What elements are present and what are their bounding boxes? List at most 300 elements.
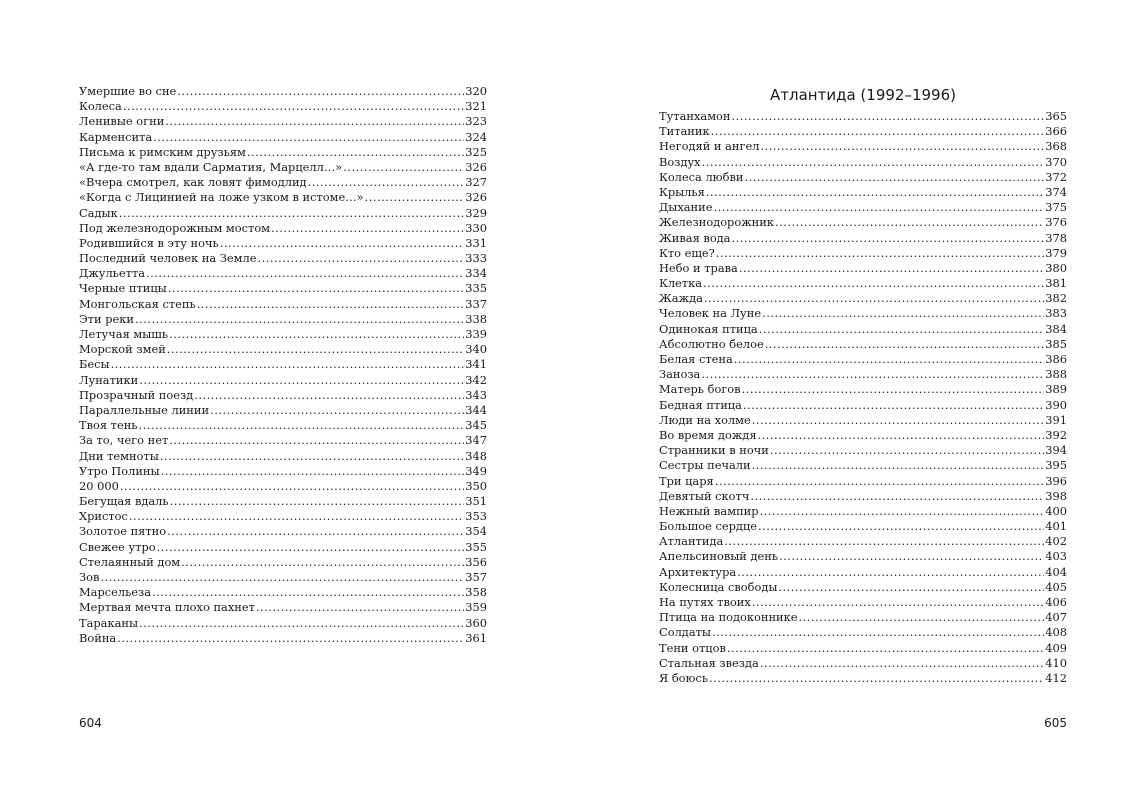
toc-entry-page: 382 xyxy=(1045,291,1067,306)
toc-entry xyxy=(659,398,1067,413)
toc-entry-page: 355 xyxy=(465,539,487,554)
toc-entry xyxy=(79,509,487,524)
toc-dot-leader xyxy=(139,418,465,433)
toc-dot-leader xyxy=(343,160,464,175)
toc-entry-page: 380 xyxy=(1045,260,1067,275)
toc-entry-title: Белая стена xyxy=(659,352,733,366)
toc-entry-page: 344 xyxy=(465,402,487,417)
toc-dot-leader xyxy=(703,276,1044,291)
toc-entry xyxy=(79,190,487,205)
toc-entry-title: Христос xyxy=(79,509,128,524)
toc-entry-title: Птица на подоконнике xyxy=(659,610,798,625)
toc-entry-title: Война xyxy=(79,630,117,645)
toc-dot-leader xyxy=(111,357,465,372)
toc-entry-page: 327 xyxy=(465,175,487,190)
toc-entry-title: Джульетта xyxy=(79,266,146,281)
toc-entry xyxy=(659,382,1067,397)
toc-entry-title: Свежее утро xyxy=(79,539,156,554)
toc-dot-leader xyxy=(706,185,1044,200)
toc-entry-page: 375 xyxy=(1045,200,1067,215)
toc-entry-page: 391 xyxy=(1045,412,1067,427)
toc-entry-page: 348 xyxy=(465,448,487,463)
toc-entry-page: 412 xyxy=(1045,670,1067,685)
toc-dot-leader xyxy=(734,352,1045,367)
toc-dot-leader xyxy=(167,524,464,539)
toc-entry-page: 389 xyxy=(1045,382,1067,397)
toc-entry xyxy=(79,570,487,585)
toc-entry-page: 357 xyxy=(465,570,487,584)
toc-entry-page: 398 xyxy=(1045,488,1067,503)
toc-entry-page: 405 xyxy=(1045,579,1067,594)
toc-entry-title: Три царя xyxy=(659,473,714,488)
toc-dot-leader xyxy=(167,342,464,357)
toc-entry xyxy=(79,449,487,464)
toc-entry xyxy=(659,306,1067,321)
toc-dot-leader xyxy=(308,175,465,190)
toc-entry-title: Архитектура xyxy=(659,564,737,579)
toc-entry-page: 356 xyxy=(465,554,487,569)
toc-entry xyxy=(79,524,487,539)
toc-entry-title: Ленивые огни xyxy=(79,114,165,129)
toc-dot-leader xyxy=(220,236,465,251)
toc-entry xyxy=(659,413,1067,428)
toc-entry xyxy=(79,555,487,570)
toc-entry-title: «А где-то там вдали Сарматия, Марцелл…» xyxy=(79,159,343,174)
toc-entry xyxy=(79,84,487,99)
toc-entry-page: 342 xyxy=(465,372,487,387)
toc-entry-page: 407 xyxy=(1045,610,1067,625)
toc-entry xyxy=(79,357,487,372)
toc-entry-page: 353 xyxy=(465,509,487,524)
toc-entry xyxy=(659,170,1067,185)
toc-entry-page: 341 xyxy=(465,357,487,372)
toc-entry xyxy=(659,671,1067,686)
toc-entry-page: 330 xyxy=(465,220,487,235)
toc-entry xyxy=(79,494,487,509)
toc-entry-title: Матерь богов xyxy=(659,382,741,397)
toc-entry-page: 394 xyxy=(1045,443,1067,458)
toc-entry-title: Жажда xyxy=(659,291,703,306)
toc-entry xyxy=(79,281,487,296)
toc-entry-page: 354 xyxy=(465,524,487,539)
toc-entry-title: Параллельные линии xyxy=(79,402,210,417)
toc-entry-title: «Когда с Лицинией на ложе узком в истоме…» xyxy=(79,190,364,205)
toc-entry-page: 403 xyxy=(1045,549,1067,564)
toc-entry-page: 390 xyxy=(1045,397,1067,412)
toc-entry-title: Марсельеза xyxy=(79,585,152,600)
toc-entry-title: Прозрачный поезд xyxy=(79,387,194,402)
toc-entry xyxy=(79,266,487,281)
toc-entry xyxy=(659,595,1067,610)
toc-entry-title: Бедная птица xyxy=(659,397,742,412)
toc-dot-leader xyxy=(120,479,464,494)
toc-entry-title: Колесница свободы xyxy=(659,579,778,594)
toc-dot-leader xyxy=(177,84,464,99)
toc-entry-title: Тени отцов xyxy=(659,640,726,655)
toc-dot-leader xyxy=(715,474,1045,489)
toc-entry xyxy=(659,549,1067,564)
toc-entry xyxy=(659,504,1067,519)
toc-entry-title: Дыхание xyxy=(659,200,713,215)
toc-entry-title: Одинокая птица xyxy=(659,321,758,336)
toc-dot-leader xyxy=(709,671,1044,686)
toc-entry-title: Мертвая мечта плохо пахнет xyxy=(79,600,255,615)
toc-entry-page: 343 xyxy=(465,387,487,402)
toc-entry xyxy=(659,261,1067,276)
toc-entry xyxy=(79,600,487,615)
toc-entry xyxy=(79,160,487,175)
toc-entry-page: 376 xyxy=(1045,215,1067,230)
toc-entry-title: Кто еще? xyxy=(659,245,715,260)
toc-entry xyxy=(79,585,487,600)
toc-dot-leader xyxy=(165,114,464,129)
toc-dot-leader xyxy=(135,312,464,327)
toc-entry-title: Черные птицы xyxy=(79,281,167,296)
toc-entry-title: Монгольская степь xyxy=(79,296,196,311)
toc-entry-page: 349 xyxy=(465,463,487,478)
toc-entry-title: Бесы xyxy=(79,357,110,372)
toc-entry xyxy=(79,130,487,145)
toc-entry-page: 378 xyxy=(1045,230,1067,245)
toc-entry-page: 359 xyxy=(465,600,487,615)
toc-entry xyxy=(659,580,1067,595)
toc-entry xyxy=(79,418,487,433)
toc-entry-page: 361 xyxy=(465,630,487,645)
toc-entry-title: Родившийся в эту ночь xyxy=(79,235,219,250)
toc-entry xyxy=(659,656,1067,671)
toc-dot-leader xyxy=(752,413,1044,428)
toc-entry-title: Атлантида xyxy=(659,534,724,549)
toc-dot-leader xyxy=(168,281,465,296)
toc-entry xyxy=(659,139,1067,154)
toc-entry-title: Бегущая вдаль xyxy=(79,494,169,509)
toc-entry-title: Железнодорожник xyxy=(659,215,774,230)
toc-dot-leader xyxy=(712,625,1044,640)
toc-dot-leader xyxy=(737,565,1044,580)
toc-entry xyxy=(79,540,487,555)
toc-entry-title: Девятый скотч xyxy=(659,488,750,503)
toc-entry-title: Морской змей xyxy=(79,342,166,357)
toc-entry-title: Садык xyxy=(79,205,118,220)
toc-entry xyxy=(659,352,1067,367)
toc-dot-leader xyxy=(713,200,1044,215)
toc-dot-leader xyxy=(139,373,464,388)
toc-entry xyxy=(79,114,487,129)
toc-entry xyxy=(659,231,1067,246)
toc-entry-page: 323 xyxy=(465,114,487,129)
toc-entry-page: 385 xyxy=(1045,336,1067,351)
toc-entry-title: Под железнодорожным мостом xyxy=(79,220,271,235)
toc-entry xyxy=(79,631,487,646)
toc-entry-page: 329 xyxy=(465,205,487,220)
toc-entry-page: 331 xyxy=(465,235,487,250)
toc-entry-page: 379 xyxy=(1045,245,1067,260)
toc-entry xyxy=(79,206,487,221)
toc-entry-page: 370 xyxy=(1045,154,1067,169)
toc-dot-leader xyxy=(129,509,464,524)
toc-entry xyxy=(659,155,1067,170)
toc-entry-page: 360 xyxy=(465,615,487,630)
toc-dot-leader xyxy=(247,145,464,160)
toc-entry-page: 386 xyxy=(1045,352,1067,366)
toc-entry-page: 347 xyxy=(465,433,487,448)
toc-entry xyxy=(659,428,1067,443)
toc-dot-leader xyxy=(758,428,1045,443)
toc-list-right xyxy=(659,109,1067,686)
toc-entry-title: Стальная звезда xyxy=(659,655,759,670)
toc-entry-page: 366 xyxy=(1045,124,1067,139)
toc-entry-page: 396 xyxy=(1045,473,1067,488)
toc-entry-title: Я боюсь xyxy=(659,670,709,685)
toc-entry-title: Во время дождя xyxy=(659,427,757,442)
toc-dot-leader xyxy=(732,109,1045,124)
toc-entry xyxy=(659,474,1067,489)
toc-entry-title: Умершие во сне xyxy=(79,84,177,98)
toc-entry-title: Заноза xyxy=(659,367,701,382)
toc-dot-leader xyxy=(152,585,464,600)
toc-entry-page: 381 xyxy=(1045,276,1067,291)
toc-entry xyxy=(79,373,487,388)
toc-entry-page: 400 xyxy=(1045,503,1067,518)
toc-entry-title: Последний человек на Земле xyxy=(79,251,257,266)
toc-dot-leader xyxy=(731,231,1044,246)
page-number-left: 604 xyxy=(79,716,102,730)
toc-entry xyxy=(659,625,1067,640)
toc-entry-page: 358 xyxy=(465,585,487,600)
toc-entry xyxy=(79,403,487,418)
toc-entry-title: Карменсита xyxy=(79,129,153,144)
toc-entry xyxy=(659,200,1067,215)
toc-entry-title: Воздух xyxy=(659,154,701,169)
toc-entry-title: Тараканы xyxy=(79,615,139,630)
toc-entry xyxy=(659,291,1067,306)
toc-dot-leader xyxy=(778,580,1044,595)
toc-dot-leader xyxy=(743,398,1044,413)
toc-entry-title: Летучая мышь xyxy=(79,327,169,341)
toc-dot-leader xyxy=(752,458,1045,473)
toc-entry-page: 392 xyxy=(1045,427,1067,442)
toc-dot-leader xyxy=(160,449,464,464)
toc-entry-page: 395 xyxy=(1045,458,1067,473)
toc-entry-page: 383 xyxy=(1045,306,1067,321)
toc-entry-title: Лунатики xyxy=(79,372,139,387)
toc-entry-page: 404 xyxy=(1045,564,1067,579)
toc-dot-leader xyxy=(258,251,465,266)
toc-dot-leader xyxy=(779,549,1044,564)
toc-entry-page: 408 xyxy=(1045,625,1067,640)
toc-dot-leader xyxy=(170,494,465,509)
toc-entry xyxy=(659,322,1067,337)
toc-entry xyxy=(659,337,1067,352)
toc-entry-title: «Вчера смотрел, как ловят фимодлид xyxy=(79,175,307,190)
toc-entry-title: Зов xyxy=(79,570,100,584)
toc-entry-title: Небо и трава xyxy=(659,260,738,275)
toc-entry-page: 401 xyxy=(1045,519,1067,534)
toc-entry-title: Клетка xyxy=(659,276,703,291)
toc-dot-leader xyxy=(765,337,1045,352)
toc-dot-leader xyxy=(210,403,464,418)
toc-entry-page: 340 xyxy=(465,342,487,357)
toc-entry xyxy=(79,175,487,190)
toc-dot-leader xyxy=(742,382,1045,397)
toc-entry xyxy=(659,109,1067,124)
toc-entry-title: Люди на холме xyxy=(659,412,751,427)
toc-dot-leader xyxy=(194,388,464,403)
toc-entry xyxy=(79,479,487,494)
toc-entry-page: 402 xyxy=(1045,534,1067,549)
right-page xyxy=(572,0,1144,800)
toc-entry-title: Сестры печали xyxy=(659,458,751,473)
toc-entry-page: 337 xyxy=(465,296,487,311)
toc-entry xyxy=(79,145,487,160)
toc-entry-title: Большое сердце xyxy=(659,519,757,534)
toc-entry xyxy=(79,297,487,312)
toc-dot-leader xyxy=(702,155,1045,170)
toc-dot-leader xyxy=(701,367,1044,382)
toc-entry xyxy=(659,246,1067,261)
toc-entry-page: 324 xyxy=(465,129,487,144)
toc-dot-leader xyxy=(760,139,1044,154)
toc-entry xyxy=(659,215,1067,230)
toc-list-left xyxy=(79,84,487,646)
toc-entry xyxy=(79,251,487,266)
toc-entry xyxy=(79,388,487,403)
toc-entry-page: 410 xyxy=(1045,655,1067,670)
toc-entry-page: 351 xyxy=(465,494,487,509)
toc-dot-leader xyxy=(750,489,1044,504)
toc-entry-title: Колеса любви xyxy=(659,169,744,184)
toc-entry xyxy=(659,519,1067,534)
toc-entry xyxy=(659,276,1067,291)
toc-entry-title: Негодяй и ангел xyxy=(659,139,760,154)
toc-entry xyxy=(79,464,487,479)
toc-dot-leader xyxy=(739,261,1044,276)
toc-entry xyxy=(79,221,487,236)
toc-entry-title: Солдаты xyxy=(659,625,711,640)
toc-entry-title: Утро Полины xyxy=(79,463,160,478)
toc-entry xyxy=(79,342,487,357)
toc-entry-page: 384 xyxy=(1045,321,1067,336)
toc-dot-leader xyxy=(100,570,464,585)
toc-dot-leader xyxy=(760,504,1045,519)
toc-dot-leader xyxy=(169,327,464,342)
toc-entry-page: 350 xyxy=(465,478,487,493)
toc-entry-title: Золотое пятно xyxy=(79,524,167,539)
toc-dot-leader xyxy=(197,297,465,312)
toc-entry-title: 20 000 xyxy=(79,478,119,493)
toc-dot-leader xyxy=(759,322,1045,337)
toc-entry xyxy=(659,124,1067,139)
toc-dot-leader xyxy=(139,616,464,631)
toc-dot-leader xyxy=(146,266,464,281)
toc-entry-title: Тутанхамон xyxy=(659,109,731,123)
toc-entry-page: 374 xyxy=(1045,184,1067,199)
toc-entry-page: 325 xyxy=(465,144,487,159)
toc-dot-leader xyxy=(157,540,465,555)
toc-entry-page: 320 xyxy=(465,84,487,98)
toc-entry xyxy=(79,327,487,342)
toc-entry-title: Апельсиновый день xyxy=(659,549,779,564)
toc-entry-page: 388 xyxy=(1045,367,1067,382)
toc-entry-page: 333 xyxy=(465,251,487,266)
toc-entry-page: 409 xyxy=(1045,640,1067,655)
toc-entry xyxy=(659,610,1067,625)
toc-dot-leader xyxy=(271,221,464,236)
toc-entry xyxy=(79,236,487,251)
toc-dot-leader xyxy=(727,641,1044,656)
toc-entry-page: 339 xyxy=(465,327,487,341)
section-title: Атлантида (1992–1996) xyxy=(770,86,956,104)
toc-entry xyxy=(79,312,487,327)
toc-entry-title: Нежный вампир xyxy=(659,503,759,518)
toc-entry-title: Письма к римским друзьям xyxy=(79,144,246,159)
toc-entry-title: Дни темноты xyxy=(79,448,159,463)
toc-entry-title: Эти реки xyxy=(79,311,134,326)
toc-entry xyxy=(79,433,487,448)
toc-dot-leader xyxy=(153,130,464,145)
toc-entry-title: Крылья xyxy=(659,184,705,199)
toc-dot-leader xyxy=(169,433,464,448)
toc-entry-page: 368 xyxy=(1045,139,1067,154)
toc-dot-leader xyxy=(161,464,465,479)
toc-entry-page: 345 xyxy=(465,418,487,433)
toc-dot-leader xyxy=(117,631,464,646)
toc-dot-leader xyxy=(760,656,1044,671)
toc-dot-leader xyxy=(775,215,1044,230)
toc-dot-leader xyxy=(123,99,464,114)
toc-entry-page: 372 xyxy=(1045,169,1067,184)
toc-entry xyxy=(659,443,1067,458)
toc-entry-title: Колеса xyxy=(79,99,122,114)
toc-entry-page: 321 xyxy=(465,99,487,114)
toc-entry xyxy=(659,534,1067,549)
toc-dot-leader xyxy=(181,555,464,570)
toc-dot-leader xyxy=(711,124,1045,139)
toc-entry-page: 338 xyxy=(465,311,487,326)
toc-entry-page: 326 xyxy=(465,190,487,205)
toc-dot-leader xyxy=(256,600,464,615)
toc-entry-title: За то, чего нет xyxy=(79,433,169,448)
page-number-right: 605 xyxy=(1044,716,1067,730)
toc-dot-leader xyxy=(744,170,1044,185)
toc-dot-leader xyxy=(752,595,1044,610)
toc-entry xyxy=(79,616,487,631)
toc-entry xyxy=(659,458,1067,473)
toc-entry-page: 335 xyxy=(465,281,487,296)
toc-entry-title: Титаник xyxy=(659,124,710,139)
toc-entry-page: 326 xyxy=(465,159,487,174)
toc-dot-leader xyxy=(365,190,465,205)
toc-entry-title: На путях твоих xyxy=(659,595,751,609)
toc-entry-page: 406 xyxy=(1045,595,1067,609)
toc-dot-leader xyxy=(716,246,1044,261)
toc-dot-leader xyxy=(762,306,1044,321)
toc-entry-title: Стелаянный дом xyxy=(79,554,181,569)
toc-entry-title: Абсолютно белое xyxy=(659,336,764,351)
toc-entry xyxy=(79,99,487,114)
toc-entry-title: Живая вода xyxy=(659,230,731,245)
toc-entry-title: Странники в ночи xyxy=(659,443,769,458)
toc-entry xyxy=(659,489,1067,504)
toc-entry-page: 365 xyxy=(1045,109,1067,123)
toc-entry-title: Твоя тень xyxy=(79,418,138,433)
toc-dot-leader xyxy=(724,534,1044,549)
toc-entry xyxy=(659,641,1067,656)
toc-entry xyxy=(659,367,1067,382)
toc-entry-page: 334 xyxy=(465,266,487,281)
toc-entry-title: Человек на Луне xyxy=(659,306,762,321)
toc-dot-leader xyxy=(704,291,1044,306)
